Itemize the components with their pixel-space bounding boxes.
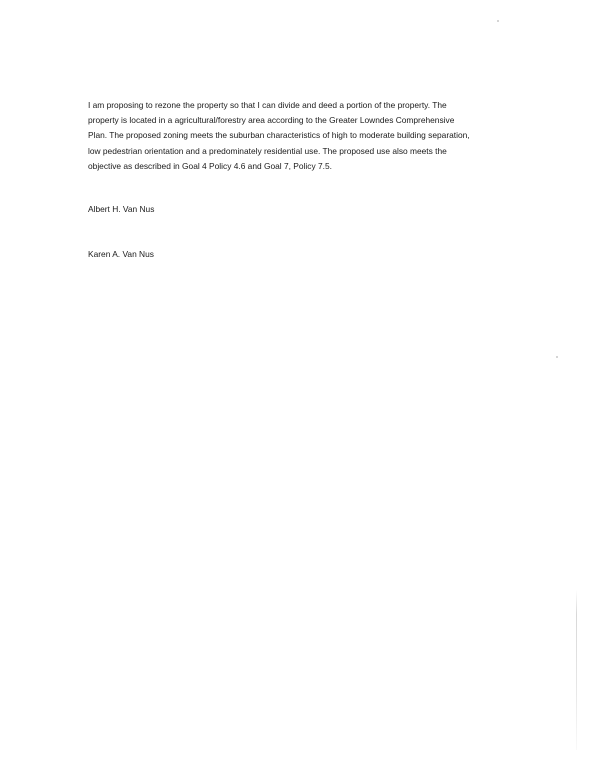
paragraph-line: low pedestrian orientation and a predominately residential use. The proposed use also meets the — [88, 145, 447, 156]
scan-edge-artifact — [576, 590, 577, 750]
paragraph-line: Plan. The proposed zoning meets the suburban characteristics of high to moderate building separation, — [88, 130, 470, 141]
paragraph-line: I am proposing to rezone the property so that I can divide and deed a portion of the property. The — [88, 100, 447, 110]
paragraph-line: property is located in a agricultural/forestry area according to the Greater Lowndes Comprehensive — [88, 115, 455, 126]
signature-name-karen: Karen A. Van Nus — [88, 249, 154, 259]
rezoning-statement-paragraph — [88, 98, 520, 174]
scan-speck — [497, 20, 499, 22]
signature-name-albert: Albert H. Van Nus — [88, 204, 155, 214]
scan-speck — [556, 356, 558, 358]
paragraph-line: objective as described in Goal 4 Policy 4.6 and Goal 7, Policy 7.5. — [88, 160, 332, 171]
